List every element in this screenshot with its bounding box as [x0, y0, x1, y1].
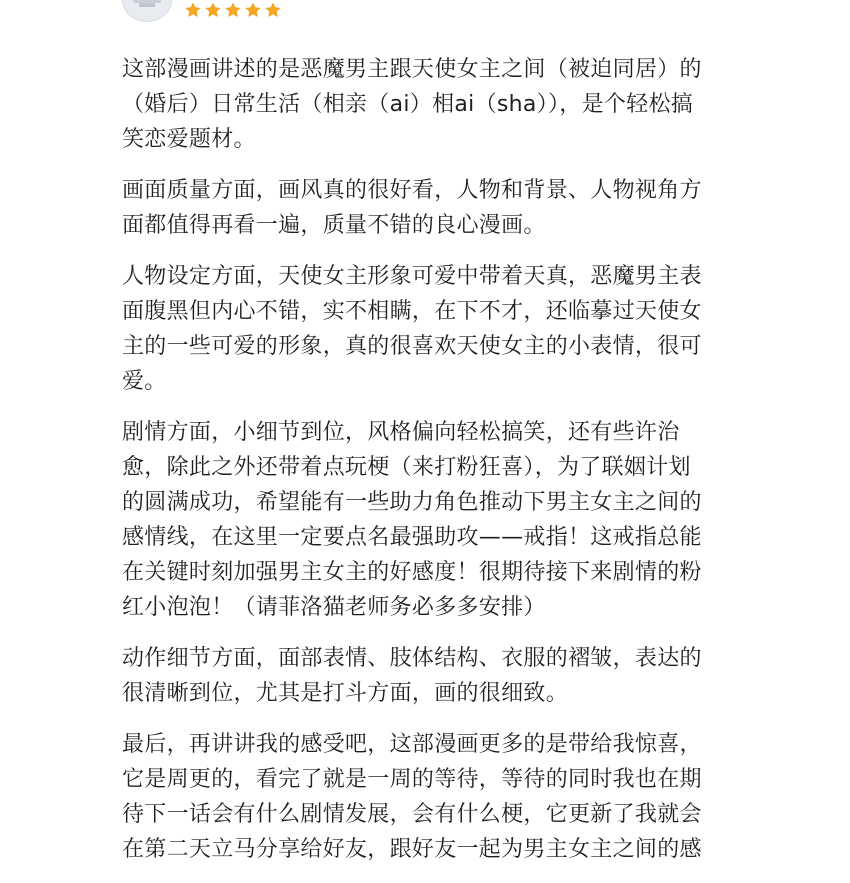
rating-stars — [184, 1, 282, 19]
paragraph-line: 很清晰到位，尤其是打斗方面，画的很细致。 — [122, 681, 569, 706]
paragraph-line: 的圆满成功，希望能有一些助力角色推动下男主女主之间的 — [122, 490, 702, 515]
review-paragraph — [122, 415, 722, 625]
paragraph-line: 它是周更的，看完了就是一周的等待，等待的同时我也在期 — [122, 767, 702, 792]
paragraph-line: 最后，再讲讲我的感受吧，这部漫画更多的是带给我惊喜， — [122, 732, 702, 757]
paragraph-line: 在关键时刻加强男主女主的好感度！很期待接下来剧情的粉 — [122, 560, 702, 585]
paragraph-line: 红小泡泡！（请菲洛猫老师务必多多安排） — [122, 595, 546, 620]
star-icon — [224, 1, 242, 19]
review-paragraph — [122, 727, 722, 867]
star-icon — [244, 1, 262, 19]
review-paragraph — [122, 173, 722, 243]
paragraph-line: 人物设定方面，天使女主形象可爱中带着天真，恶魔男主表 — [122, 264, 702, 289]
paragraph-line: 主的一些可爱的形象，真的很喜欢天使女主的小表情，很可 — [122, 334, 702, 359]
avatar[interactable] — [122, 0, 172, 22]
paragraph-line: 笑恋爱题材。 — [122, 127, 256, 152]
paragraph-line: 这部漫画讲述的是恶魔男主跟天使女主之间（被迫同居）的 — [122, 57, 702, 82]
paragraph-line: 待下一话会有什么剧情发展，会有什么梗，它更新了我就会 — [122, 802, 702, 827]
paragraph-line: （婚后）日常生活（相亲（ai）相ai（sha）），是个轻松搞 — [122, 92, 694, 117]
paragraph-line: 愈，除此之外还带着点玩梗（来打粉狂喜），为了联姻计划 — [122, 455, 691, 480]
star-icon — [204, 1, 222, 19]
review-paragraph — [122, 52, 722, 157]
review-paragraph — [122, 641, 722, 711]
paragraph-line: 画面质量方面，画风真的很好看，人物和背景、人物视角方 — [122, 178, 702, 203]
avatar-icon — [123, 0, 171, 21]
paragraph-line: 感情线，在这里一定要点名最强助攻——戒指！这戒指总能 — [122, 525, 702, 550]
paragraph-line: 动作细节方面，面部表情、肢体结构、衣服的褶皱，表达的 — [122, 646, 702, 671]
review-body — [122, 52, 722, 883]
star-icon — [264, 1, 282, 19]
paragraph-line: 面都值得再看一遍，质量不错的良心漫画。 — [122, 213, 546, 238]
paragraph-line: 面腹黑但内心不错，实不相瞒，在下不才，还临摹过天使女 — [122, 299, 702, 324]
star-icon — [184, 1, 202, 19]
review-header — [0, 0, 850, 22]
paragraph-line: 剧情方面，小细节到位，风格偏向轻松搞笑，还有些许治 — [122, 420, 680, 445]
paragraph-line: 在第二天立马分享给好友，跟好友一起为男主女主之间的感 — [122, 837, 702, 862]
paragraph-line: 爱。 — [122, 369, 167, 394]
review-paragraph — [122, 259, 722, 399]
